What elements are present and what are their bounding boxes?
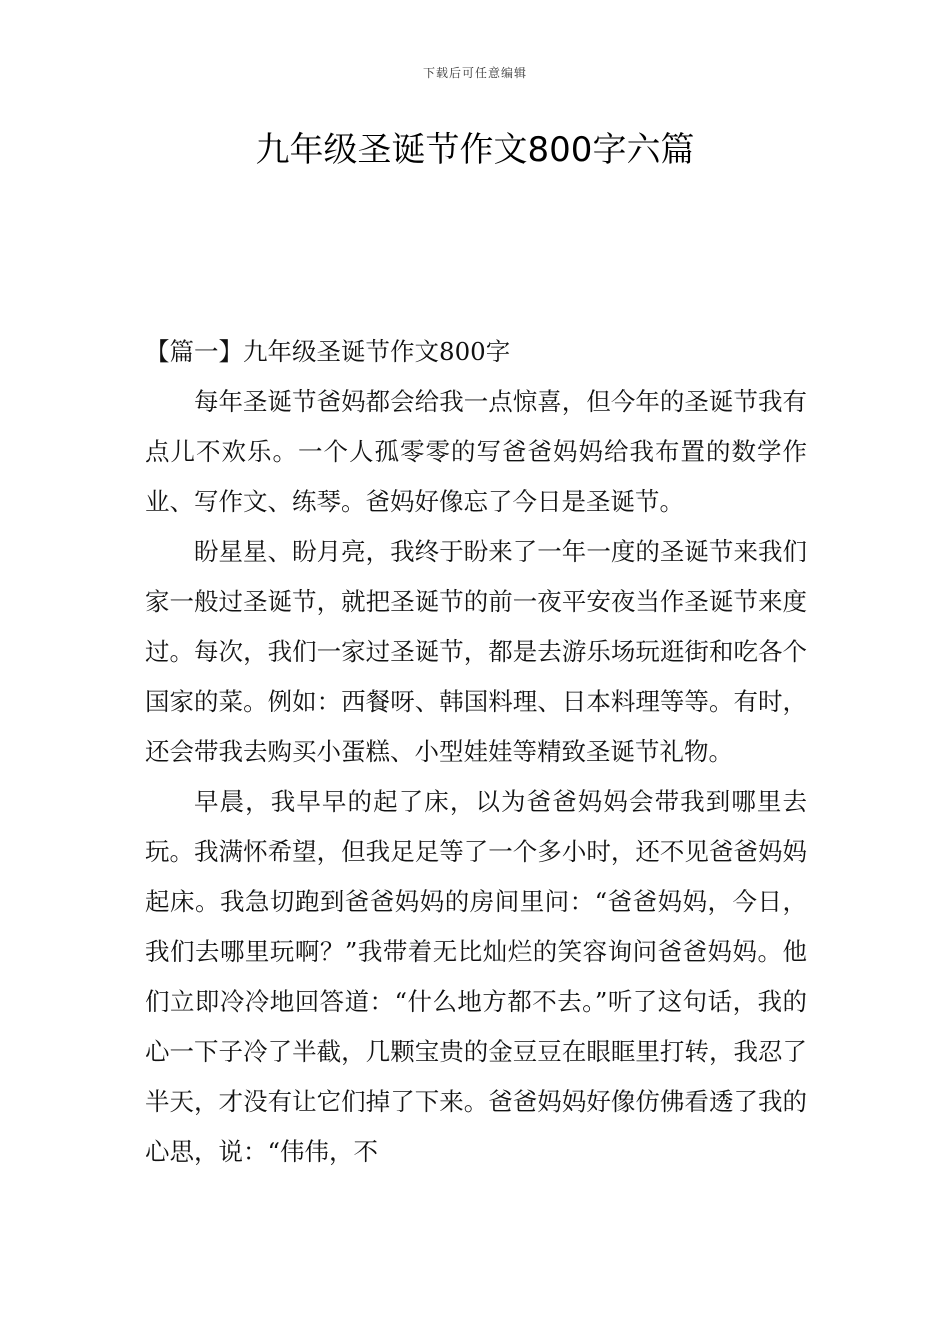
section-heading: 【篇一】九年级圣诞节作文800字 [145, 337, 511, 366]
essay-section [145, 327, 807, 1177]
paragraph-2: 盼星星、盼月亮，我终于盼来了一年一度的圣诞节来我们家一般过圣诞节，就把圣诞节的前一夜平安夜当作圣诞节来度过。每次，我们一家过圣诞节，都是去游乐场玩逛街和吃各个国家的菜。例如：西餐呀、韩国料理、日本料理等等。有时，还会带我去购买小蛋糕、小型娃娃等精致圣诞节礼物。 [145, 537, 807, 766]
header-note: 下载后可任意编辑 [422, 66, 527, 80]
paragraph-3: 早晨，我早早的起了床，以为爸爸妈妈会带我到哪里去玩。我满怀希望，但我足足等了一个多小时，还不见爸爸妈妈起床。我急切跑到爸爸妈妈的房间里问：“爸爸妈妈，今日，我们去哪里玩啊？”我带着无比灿烂的笑容询问爸爸妈妈。他们立即冷冷地回答道：“什么地方都不去。”听了这句话，我的心一下子冷了半截，几颗宝贵的金豆豆在眼眶里打转，我忍了半天，才没有让它们掉了下来。爸爸妈妈好像仿佛看透了我的心思，说：“伟伟，不 [145, 787, 807, 1166]
paragraph-1: 每年圣诞节爸妈都会给我一点惊喜，但今年的圣诞节我有点儿不欢乐。一个人孤零零的写爸爸妈妈给我布置的数学作业、写作文、练琴。爸妈好像忘了今日是圣诞节。 [145, 387, 807, 516]
document-title: 九年级圣诞节作文800字六篇 [255, 130, 695, 170]
